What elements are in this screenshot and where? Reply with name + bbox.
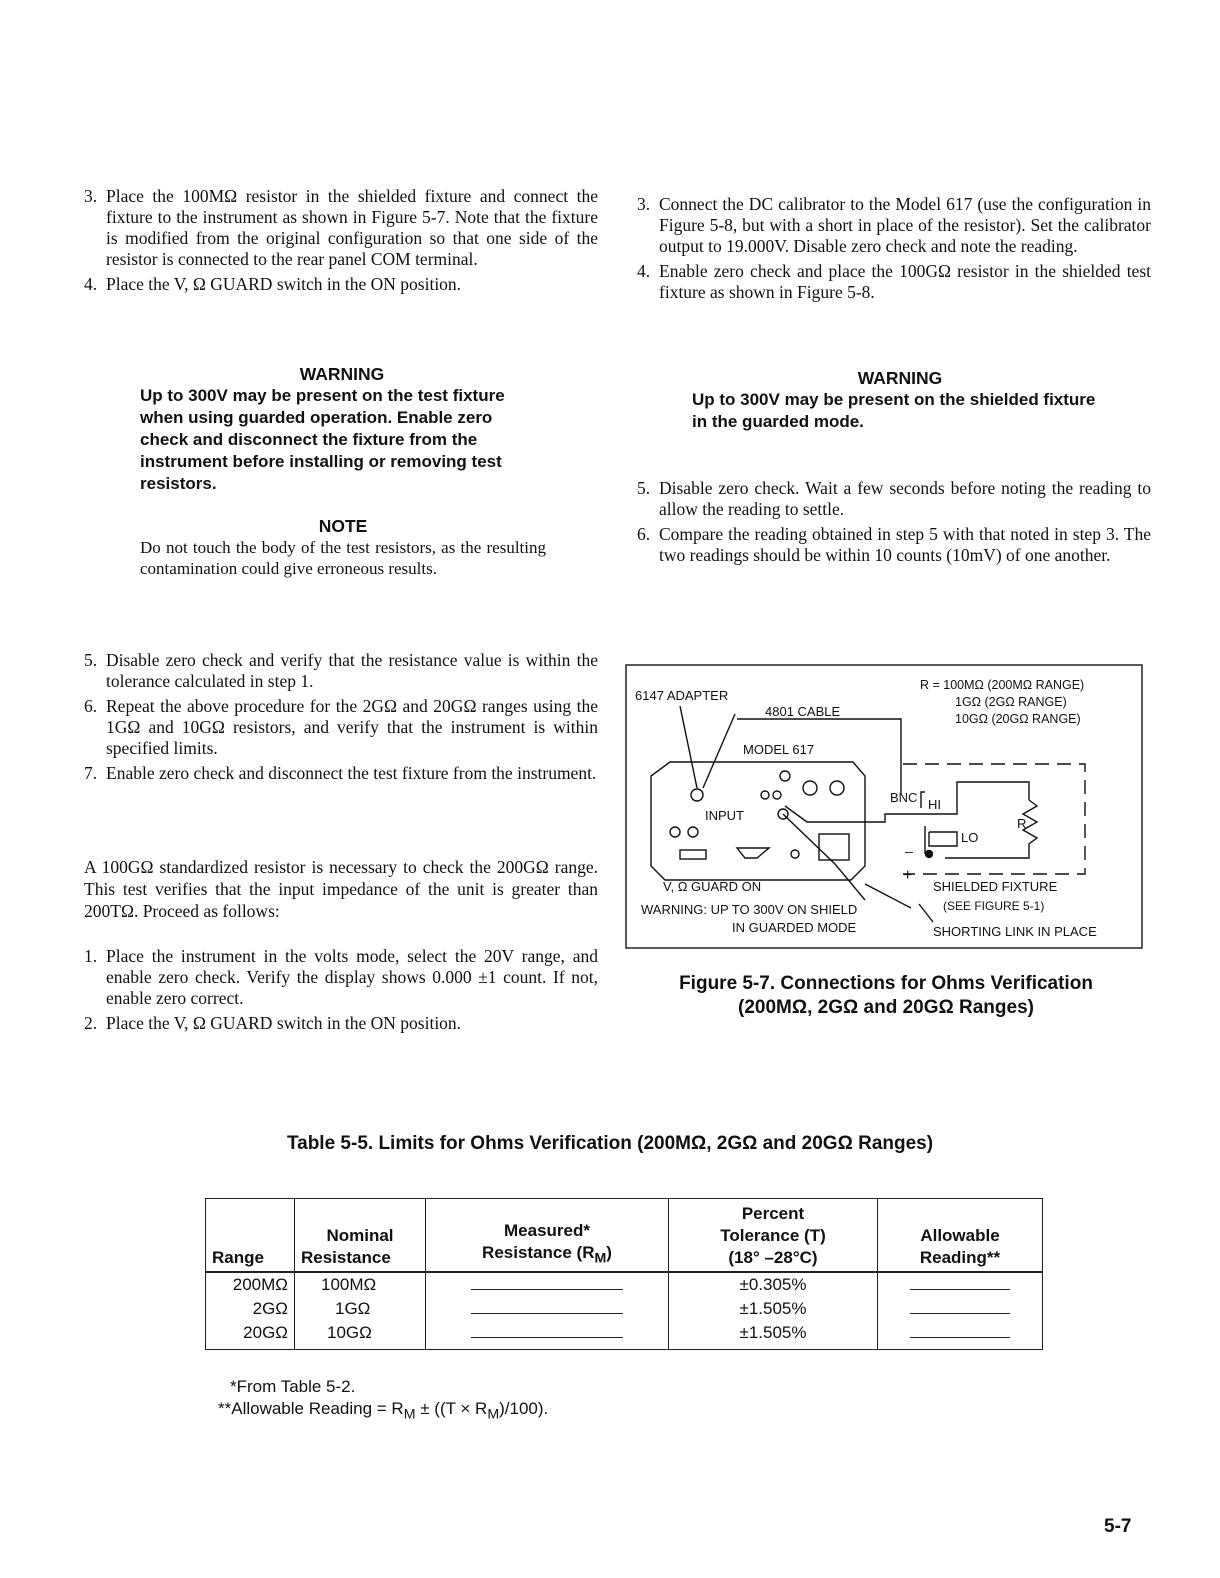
list-item (84, 763, 598, 784)
hi-label: HI (928, 797, 941, 812)
step-text: Place the 100MΩ resistor in the shielded fixture and connect the fixture to the instrument as shown in Figure 5-7. Note that the fixture is modified from the original configuration so that one side of the resistor is connected to the rear panel COM terminal. (106, 186, 598, 269)
left-steps-bottom (84, 946, 598, 1038)
left-steps-top (84, 186, 598, 299)
table-row (206, 1321, 1043, 1350)
plus-label: + (903, 867, 913, 884)
shorting-pointer (919, 904, 933, 922)
list-item (84, 946, 598, 1009)
cell-allowable-blank (878, 1321, 1043, 1350)
limits-table (205, 1198, 1043, 1350)
step-text: Disable zero check. Wait a few seconds before noting the reading to allow the reading to settle. (659, 478, 1151, 519)
warning-body: Up to 300V may be present on the test fixture when using guarded operation. Enable zero check and disconnect the fixture from the instrument before installing or removing test resistors. (140, 386, 505, 493)
caption-line-1: Figure 5-7. Connections for Ohms Verification (679, 973, 1093, 994)
header-range: Range (206, 1199, 295, 1273)
cell-allowable-blank (878, 1297, 1043, 1321)
adapter-label: 6147 ADAPTER (635, 688, 729, 703)
warning-title: WARNING (299, 364, 385, 384)
cell-measured-blank (426, 1297, 669, 1321)
list-item (84, 650, 598, 692)
list-item (84, 274, 598, 295)
step-number: 1. (84, 946, 98, 966)
header-percent: Percent Tolerance (T) (18° –28°C) (669, 1199, 878, 1273)
list-item (84, 1013, 598, 1034)
connection-diagram (625, 664, 1145, 952)
right-steps-bottom (637, 478, 1151, 570)
caption-line-2: (200MΩ, 2GΩ and 20GΩ Ranges) (738, 997, 1034, 1018)
page-number: 5-7 (1104, 1516, 1132, 1537)
warning-pointer (865, 884, 911, 908)
shorting-link-dot (926, 851, 933, 858)
step-text: Place the V, Ω GUARD switch in the ON position. (106, 1013, 462, 1033)
footnote-1: *From Table 5-2. (230, 1377, 356, 1396)
cell-tolerance: ±1.505% (669, 1297, 878, 1321)
cable-pointer (703, 714, 735, 788)
body-paragraph: A 100GΩ standardized resistor is necessary to check the 200GΩ range. This test verifies that the input impedance of the unit is greater than 200TΩ. Proceed as follows: (84, 857, 598, 921)
step-number: 6. (637, 524, 651, 544)
cell-tolerance: ±0.305% (669, 1272, 878, 1297)
right-warning-box (692, 368, 1108, 433)
adapter-pointer (680, 706, 697, 788)
cell-measured-blank (426, 1272, 669, 1297)
left-warning-box (140, 364, 544, 495)
r-value-2: 1GΩ (2GΩ RANGE) (955, 695, 1067, 709)
guard-label: V, Ω GUARD ON (663, 879, 762, 894)
warning-label-2: IN GUARDED MODE (732, 920, 857, 935)
fixture-label-1: SHIELDED FIXTURE (933, 879, 1058, 894)
terminal-icon (670, 827, 680, 837)
terminal-icon (780, 771, 790, 781)
lo-label: LO (961, 830, 979, 845)
step-text: Place the V, Ω GUARD switch in the ON position. (106, 274, 462, 294)
step-number: 6. (84, 696, 98, 716)
cell-measured-blank (426, 1321, 669, 1350)
step-text: Place the instrument in the volts mode, select the 20V range, and enable zero check. Verify the display shows 0.000 ±1 count. If not, enable zero correct. (106, 946, 598, 1008)
step-number: 4. (637, 261, 651, 281)
left-steps-mid (84, 650, 598, 788)
fixture-label-2: (SEE FIGURE 5-1) (943, 899, 1045, 913)
header-allowable: Allowable Reading** (878, 1199, 1043, 1273)
r-value-1: R = 100MΩ (200MΩ RANGE) (920, 678, 1085, 692)
table-row (206, 1272, 1043, 1297)
terminal-icon (830, 781, 844, 795)
step-number: 7. (84, 763, 98, 783)
cell-range: 20GΩ (206, 1321, 295, 1350)
left-paragraph (84, 856, 598, 922)
step-text: Connect the DC calibrator to the Model 617 (use the configuration in Figure 5-8, but with a short in place of the resistor). Set the calibrator output to 19.000V. Disable zero check and note the reading. (659, 194, 1151, 256)
step-number: 5. (637, 478, 651, 498)
step-number: 2. (84, 1013, 98, 1033)
cell-range: 2GΩ (206, 1297, 295, 1321)
step-number: 4. (84, 274, 98, 294)
header-nominal: Nominal Resistance (295, 1199, 426, 1273)
table-row (206, 1297, 1043, 1321)
shorting-label: SHORTING LINK IN PLACE (933, 924, 1097, 939)
cell-nominal: 1GΩ (295, 1297, 426, 1321)
cell-nominal: 10GΩ (295, 1321, 426, 1350)
warning-body: Up to 300V may be present on the shielded fixture in the guarded mode. (692, 390, 1096, 431)
terminal-icon (803, 781, 817, 795)
list-item (637, 261, 1151, 303)
cell-range: 200MΩ (206, 1272, 295, 1297)
step-text: Repeat the above procedure for the 2GΩ and 20GΩ ranges using the 1GΩ and 10GΩ resistors, and verify that the instrument is within specified limits. (106, 696, 598, 758)
footnote-2: **Allowable Reading = $R_M \pm ((T \times R_M)/100)$. (218, 1399, 549, 1423)
table-title: Table 5-5. Limits for Ohms Verification (200MΩ, 2GΩ and 20GΩ Ranges) (286, 1133, 934, 1154)
cell-allowable-blank (878, 1272, 1043, 1297)
shield-lead (783, 814, 865, 900)
terminal-icon (688, 827, 698, 837)
list-item (637, 524, 1151, 566)
header-measured: Measured* Resistance $(R_M)$ (426, 1199, 669, 1273)
fuse-icon (737, 848, 769, 858)
step-text: Disable zero check and verify that the resistance value is within the tolerance calculated in step 1. (106, 650, 598, 691)
list-item (637, 194, 1151, 257)
hi-lead (785, 806, 925, 822)
step-number: 5. (84, 650, 98, 670)
bnc-label: BNC (890, 790, 918, 805)
cell-nominal: 100MΩ (295, 1272, 426, 1297)
cell-tolerance: ±1.505% (669, 1321, 878, 1350)
r-value-3: 10GΩ (20GΩ RANGE) (955, 712, 1081, 726)
input-label: INPUT (705, 808, 744, 823)
minus-label: _ (905, 837, 913, 853)
terminal-icon (791, 850, 799, 858)
warning-label-1: WARNING: UP TO 300V ON SHIELD (641, 902, 858, 917)
guard-switch-icon (819, 834, 849, 860)
note-box (140, 516, 546, 579)
table-header-row (206, 1199, 1043, 1273)
model-label: MODEL 617 (743, 742, 815, 757)
list-item (84, 696, 598, 759)
terminal-icon (761, 791, 769, 799)
cable-label: 4801 CABLE (765, 704, 841, 719)
list-item (637, 478, 1151, 520)
power-connector-icon (680, 850, 706, 859)
note-title: NOTE (318, 516, 368, 536)
right-steps-top (637, 194, 1151, 307)
step-number: 3. (637, 194, 651, 214)
step-text: Compare the reading obtained in step 5 with that noted in step 3. The two readings should be within 10 counts (10mV) of one another. (659, 524, 1151, 565)
resistor-label: R (1017, 816, 1027, 831)
terminal-icon (773, 791, 781, 799)
step-number: 3. (84, 186, 98, 206)
list-item (84, 186, 598, 270)
input-connector-icon (691, 789, 703, 801)
figure-caption (636, 972, 1136, 1020)
warning-title: WARNING (857, 368, 943, 388)
note-body: Do not touch the body of the test resistors, as the resulting contamination could give erroneous results. (140, 538, 546, 578)
step-text: Enable zero check and place the 100GΩ resistor in the shielded test fixture as shown in Figure 5-8. (659, 261, 1151, 302)
step-text: Enable zero check and disconnect the test fixture from the instrument. (106, 763, 597, 783)
lo-wire (925, 826, 957, 854)
